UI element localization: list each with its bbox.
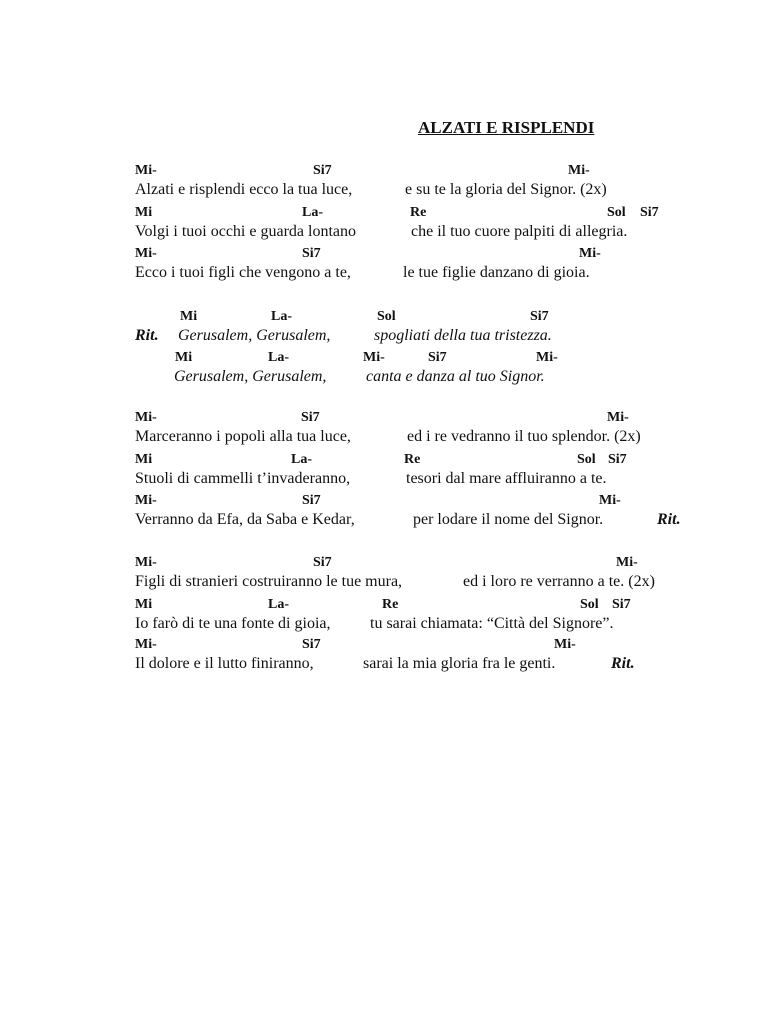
chord: Mi- <box>536 350 558 365</box>
lyric-line <box>0 181 768 201</box>
chord-line <box>0 246 768 264</box>
lyric-segment: sarai la mia gloria fra le genti. <box>363 655 556 672</box>
lyric-segment: Volgi i tuoi occhi e guarda lontano <box>135 223 356 240</box>
chord: Mi <box>135 452 153 467</box>
lyric-segment: e su te la gloria del Signor. (2x) <box>405 181 607 198</box>
lyric-segment: tesori dal mare affluiranno a te. <box>406 470 607 487</box>
chord-line <box>0 637 768 655</box>
chord-line <box>0 493 768 511</box>
chord: Mi- <box>607 410 629 425</box>
chord: Re <box>382 597 399 612</box>
chord: Si7 <box>302 246 321 261</box>
lyric-segment: Stuoli di cammelli t’invaderanno, <box>135 470 351 487</box>
lyric-segment: per lodare il nome del Signor. <box>413 511 604 528</box>
chord-line <box>0 309 768 327</box>
lyric-segment: Verranno da Efa, da Saba e Kedar, <box>135 511 355 528</box>
lyric-segment: Il dolore e il lutto finiranno, <box>135 655 314 672</box>
chord: Mi- <box>135 410 157 425</box>
lyric-segment: spogliati della tua tristezza. <box>374 327 552 344</box>
lyric-segment: ed i loro re verranno a te. (2x) <box>463 573 655 590</box>
chord-line <box>0 163 768 181</box>
lyric-segment: che il tuo cuore palpiti di allegria. <box>411 223 628 240</box>
chord: Mi- <box>135 637 157 652</box>
lyric-segment: Gerusalem, Gerusalem, <box>174 368 327 385</box>
chord: Mi- <box>579 246 601 261</box>
refrain-label: Rit. <box>611 655 635 672</box>
lyric-segment: Gerusalem, Gerusalem, <box>178 327 331 344</box>
chord: Sol <box>607 205 626 220</box>
chord: Sol <box>377 309 396 324</box>
refrain-label: Rit. <box>135 327 159 344</box>
lyric-line <box>0 615 768 635</box>
chord: Re <box>410 205 427 220</box>
chord-line <box>0 555 768 573</box>
chord: Si7 <box>608 452 627 467</box>
lyric-segment: ed i re vedranno il tuo splendor. (2x) <box>407 428 641 445</box>
lyric-segment: Alzati e risplendi ecco la tua luce, <box>135 181 353 198</box>
lyric-segment: Ecco i tuoi figli che vengono a te, <box>135 264 351 281</box>
chord: Mi- <box>135 493 157 508</box>
chord: Mi- <box>135 246 157 261</box>
chord-line <box>0 410 768 428</box>
lyric-line <box>0 428 768 448</box>
chord: Mi- <box>363 350 385 365</box>
lyric-line <box>0 264 768 284</box>
chord: Mi <box>135 597 153 612</box>
chord: Si7 <box>302 637 321 652</box>
chord-line <box>0 350 768 368</box>
chord: Si7 <box>313 163 332 178</box>
chord: Mi <box>180 309 198 324</box>
lyric-line <box>0 511 768 531</box>
chord: Mi- <box>135 163 157 178</box>
chord: Sol <box>577 452 596 467</box>
chord-line <box>0 452 768 470</box>
chord: La- <box>268 597 289 612</box>
chord: Mi- <box>135 555 157 570</box>
lyric-segment: tu sarai chiamata: “Città del Signore”. <box>370 615 614 632</box>
lyric-segment: Io farò di te una fonte di gioia, <box>135 615 331 632</box>
lyric-segment: Marceranno i popoli alla tua luce, <box>135 428 351 445</box>
chord: La- <box>268 350 289 365</box>
song-title: ALZATI E RISPLENDI <box>418 118 595 137</box>
chord: Mi- <box>599 493 621 508</box>
chord: Mi- <box>568 163 590 178</box>
lyric-segment: le tue figlie danzano di gioia. <box>403 264 590 281</box>
lyric-line <box>0 368 768 388</box>
chord-line <box>0 205 768 223</box>
lyric-line <box>0 327 768 347</box>
chord: Si7 <box>301 410 320 425</box>
chord: Si7 <box>313 555 332 570</box>
chord: Mi- <box>616 555 638 570</box>
chord-line <box>0 597 768 615</box>
lyric-line <box>0 655 768 675</box>
lyric-line <box>0 223 768 243</box>
chord: Si7 <box>530 309 549 324</box>
chord: Mi- <box>554 637 576 652</box>
chord: Si7 <box>612 597 631 612</box>
chord: Si7 <box>302 493 321 508</box>
lyric-segment: Figli di stranieri costruiranno le tue mura, <box>135 573 403 590</box>
lyric-segment: canta e danza al tuo Signor. <box>366 368 545 385</box>
lyric-line <box>0 470 768 490</box>
refrain-label: Rit. <box>657 511 681 528</box>
chord: Si7 <box>428 350 447 365</box>
chord: Sol <box>580 597 599 612</box>
chord: Mi <box>175 350 193 365</box>
lyric-line <box>0 573 768 593</box>
chord: La- <box>302 205 323 220</box>
chord: Re <box>404 452 421 467</box>
chord: La- <box>271 309 292 324</box>
chord: Si7 <box>640 205 659 220</box>
chord: Mi <box>135 205 153 220</box>
chord: La- <box>291 452 312 467</box>
